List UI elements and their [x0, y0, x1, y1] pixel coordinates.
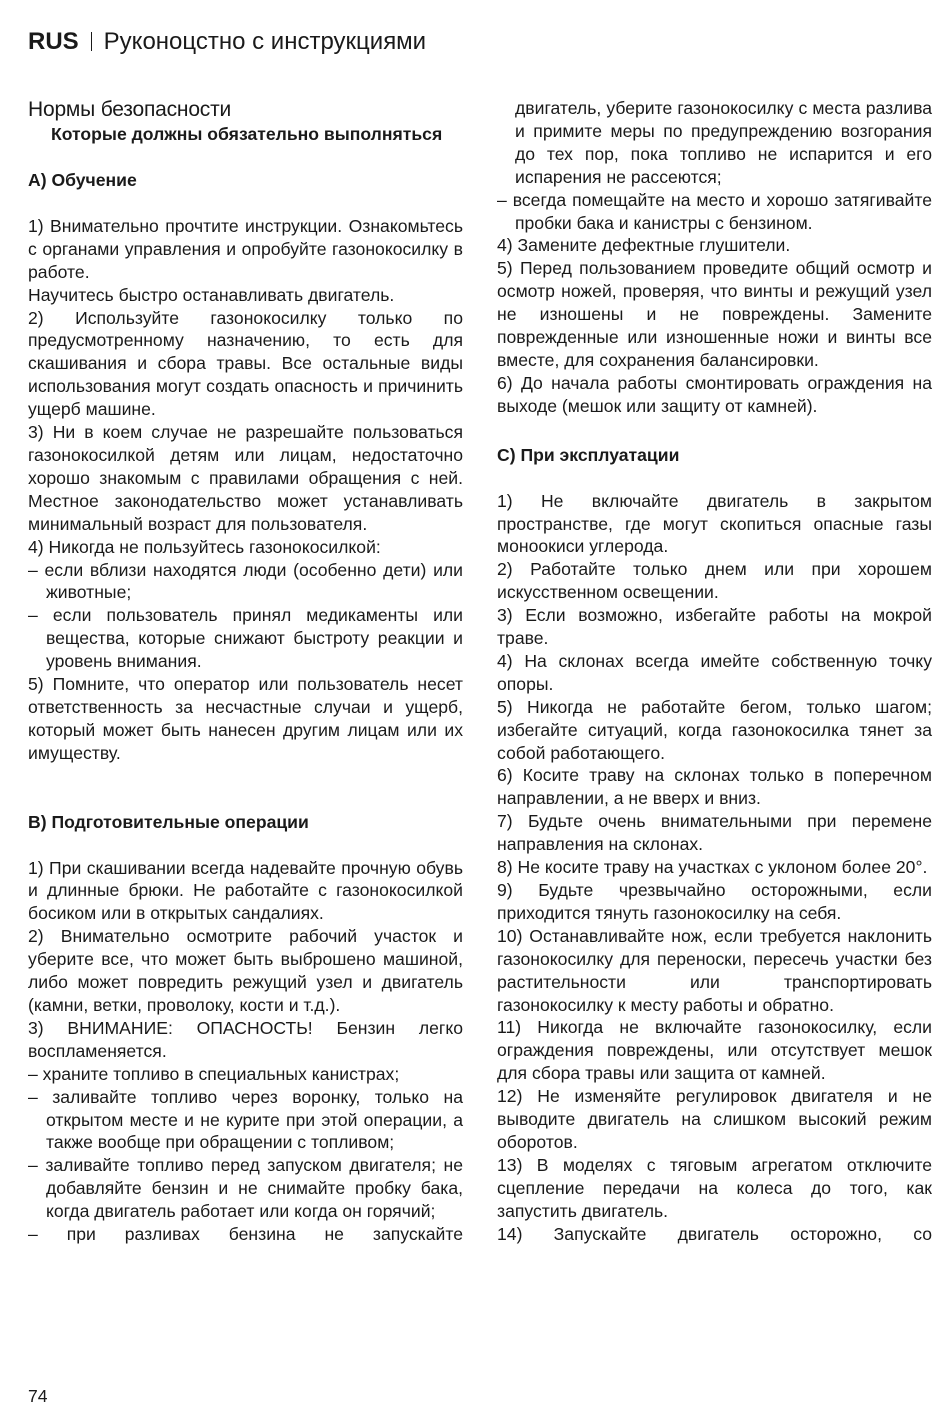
a-item-4: 4) Никогда не пользуйтесь газонокосилкой:: [28, 536, 381, 557]
c-item-6: 6) Косите траву на склонах только в поперечном направлении, а не вверх и вниз.: [497, 765, 932, 809]
a-dash-2: – если пользователь принял медикаменты или вещества, которые снижают быстроту реакции и уровень внимания.: [28, 605, 463, 672]
b-item-3: 3) ВНИМАНИЕ: ОПАСНОСТЬ! Бензин легко воспламеняется.: [28, 1017, 463, 1061]
b-item-6: 6) До начала работы смонтировать ограждения на выходе (мешок или защиту от камней).: [497, 372, 932, 416]
c-item-2: 2) Работайте только днем или при хорошем искусственном освещении.: [497, 559, 932, 603]
heading-a: А) Обучение: [28, 170, 137, 190]
c-item-3: 3) Если возможно, избегайте работы на мокрой траве.: [497, 605, 932, 649]
page-number: 74: [28, 1386, 48, 1406]
section-title: Нормы безопасности: [28, 98, 232, 121]
left-column: [28, 97, 463, 1246]
c-item-13: 13) В моделях с тяговым агрегатом отключите сцепление передачи на колеса до того, как запустить двигатель.: [497, 1154, 932, 1221]
b-dash-4-continued: двигатель, уберите газонокосилку с места разлива и примите меры по предупреждению возгорания до тех пор, пока топливо не испарится и его испарения не рассеются;: [515, 98, 932, 187]
b-dash-2: – заливайте топливо через воронку, только на открытом месте и не курите при этой операции, а также вообще при обращении с топливом;: [28, 1086, 463, 1153]
b-item-4: 4) Замените дефектные глушители.: [497, 235, 791, 256]
c-item-4: 4) На склонах всегда имейте собственную точку опоры.: [497, 650, 932, 694]
c-item-5: 5) Никогда не работайте бегом, только шагом; избегайте ситуаций, когда газонокосилка тянет за собой работающего.: [497, 696, 932, 763]
header-separator: [91, 32, 92, 51]
b-dash-4: – при разливах бензина не запускайте: [28, 1224, 463, 1245]
c-item-12: 12) Не изменяйте регулировок двигателя и не выводите двигатель на слишком высокий режим оборотов.: [497, 1086, 932, 1152]
a-item-2: 2) Используйте газонокосилку только по предусмотренному назначению, то есть для скашивания и сбора травы. Все остальные виды использования могут создать опасность и причинить ущерб машине.: [28, 307, 463, 420]
right-column: [497, 97, 932, 1246]
a-item-1-stop: Научитесь быстро останавливать двигатель.: [28, 284, 395, 305]
a-item-5: 5) Помните, что оператор или пользователь несет ответственность за несчастные случаи и ущерб, который может быть нанесен другим лицам или их имуществу.: [28, 674, 463, 763]
a-dash-1: – если вблизи находятся люди (особенно дети) или животные;: [28, 559, 463, 603]
a-item-3: 3) Ни в коем случае не разрешайте пользоваться газонокосилкой детям или лицам, недостаточно хорошо знакомым с правилами обращения с ней. Местное законодательство может устанавливать минимальный возраст для пользователя.: [28, 422, 463, 534]
header-title: Руконоцстно с инструкциями: [103, 28, 427, 55]
a-item-1: 1) Внимательно прочтите инструкции. Ознакомьтесь с органами управления и опробуйте газонокосилку в работе.: [28, 215, 463, 282]
b-dash-3: – заливайте топливо перед запуском двигателя; не добавляйте бензин и не снимайте пробку бака, когда двигатель работает или когда он горячий;: [28, 1155, 463, 1222]
b-item-5: 5) Перед пользованием проведите общий осмотр и осмотр ножей, проверяя, что винты и режущий узел не изношены и не повреждены. Замените поврежденные или изношенные ножи и винты все вместе, для сохранения балансировки.: [497, 258, 932, 370]
c-item-14: 14) Запускайте двигатель осторожно, со: [497, 1223, 932, 1244]
c-item-10: 10) Останавливайте нож, если требуется наклонить газонокосилку для переноски, пересечь участки без растительности или транспортировать газонокосилку к месту работы и обратно.: [497, 925, 932, 1015]
c-item-1: 1) Не включайте двигатель в закрытом пространстве, где могут скопиться опасные газы моноокиси углерода.: [497, 490, 932, 557]
page-header: [28, 27, 426, 57]
c-item-8: 8) Не косите траву на участках с уклоном более 20°.: [497, 857, 928, 878]
c-item-7: 7) Будьте очень внимательными при перемене направления на склонах.: [497, 811, 932, 855]
c-item-11: 11) Никогда не включайте газонокосилку, если ограждения повреждены, или отсутствует мешок для сбора травы или защита от камней.: [497, 1017, 932, 1084]
section-subtitle: Которые должны обязательно выполняться: [51, 124, 443, 144]
b-item-1: 1) При скашивании всегда надевайте прочную обувь и длинные брюки. Не работайте с газонокосилкой босиком или в открытых сандалиях.: [28, 857, 463, 924]
b-dash-1: – храните топливо в специальных канистрах;: [28, 1063, 400, 1084]
language-code: RUS: [28, 28, 79, 55]
b-item-2: 2) Внимательно осмотрите рабочий участок и уберите все, что может быть выброшено машиной, либо может повредить режущий узел и двигатель (камни, ветки, проволоку, кости и т.д.).: [28, 926, 463, 1015]
c-item-9: 9) Будьте чрезвычайно осторожными, если приходится тянуть газонокосилку на себя.: [497, 880, 932, 923]
heading-b: B) Подготовительные операции: [28, 811, 309, 832]
b-dash-5: – всегда помещайте на место и хорошо затягивайте пробки бака и канистры с бензином.: [497, 189, 932, 233]
heading-c: C) При эксплуатации: [497, 444, 680, 465]
